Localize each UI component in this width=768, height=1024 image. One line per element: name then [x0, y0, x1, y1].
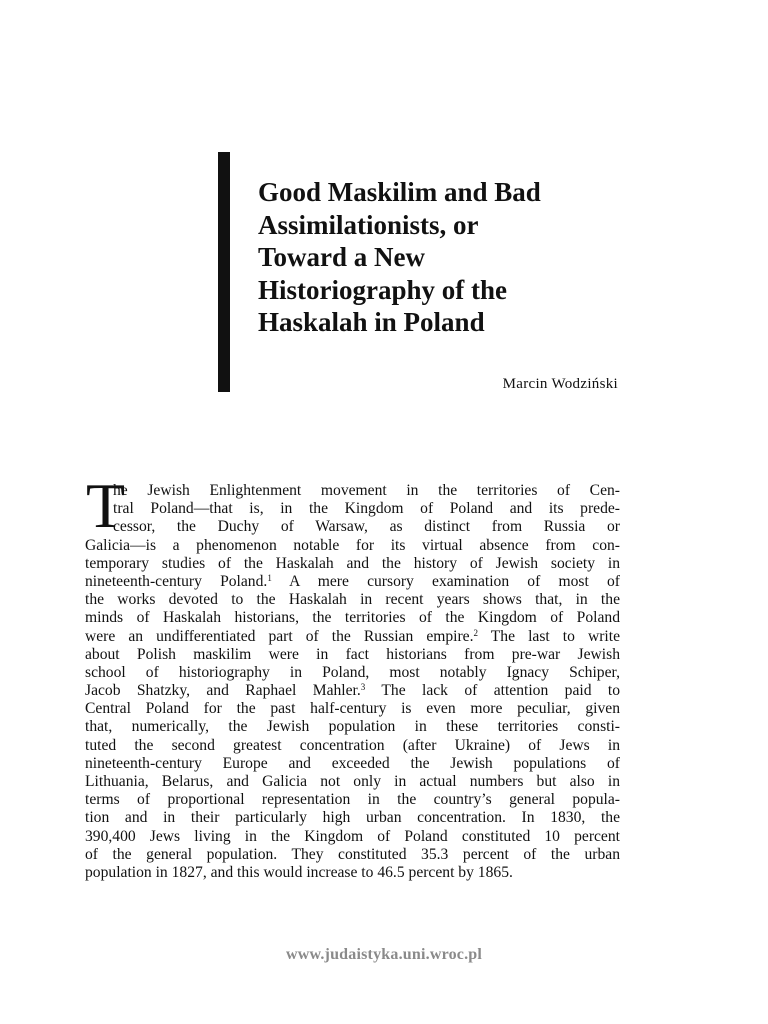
title-accent-bar: [218, 152, 230, 392]
body-line: nineteenth-century Europe and exceeded the Jewish populations of: [85, 754, 620, 772]
drop-cap: T: [86, 470, 126, 541]
article-body: [85, 482, 620, 882]
body-line: that, numerically, the Jewish population in these territories consti-: [85, 718, 620, 736]
title-line: Toward a New: [258, 242, 426, 272]
title-line: Haskalah in Poland: [258, 307, 485, 337]
body-line: 390,400 Jews living in the Kingdom of Poland constituted 10 percent: [85, 827, 620, 845]
body-line: population in 1827, and this would increase to 46.5 percent by 1865.: [85, 863, 513, 881]
title-line: Assimilationists, or: [258, 209, 479, 240]
body-line: minds of Haskalah historians, the territories of the Kingdom of Poland: [85, 609, 620, 627]
footnote-mark: 2: [473, 627, 479, 638]
body-line: Galicia—is a phenomenon notable for its virtual absence from con-: [85, 536, 620, 554]
body-line: Central Poland for the past half-century is even more peculiar, given: [85, 700, 620, 718]
body-line: [85, 628, 620, 646]
body-line: terms of proportional representation in the country’s general popula-: [85, 791, 620, 809]
body-line: school of historiography in Poland, most notably Ignacy Schiper,: [85, 663, 620, 681]
body-text-segment: Jacob Shatzky, and Raphael Mahler.: [85, 682, 361, 700]
author-name: Marcin Wodziński: [502, 376, 618, 392]
body-text-segment: were an undifferentiated part of the Russian empire.: [85, 627, 474, 645]
title-line: Historiography of the: [258, 274, 507, 305]
body-line: cessor, the Duchy of Warsaw, as distinct from Russia or: [113, 518, 620, 536]
body-line: tral Poland—that is, in the Kingdom of Poland and its prede-: [113, 500, 620, 518]
body-text-segment: The last to write: [478, 627, 620, 645]
body-text-segment: The lack of attention paid to: [365, 682, 620, 700]
article-title: [258, 176, 638, 339]
body-line: [85, 573, 620, 591]
body-line: Lithuania, Belarus, and Galicia not only in actual numbers but also in: [85, 773, 620, 790]
body-line: the works devoted to the Haskalah in recent years shows that, in the: [85, 591, 620, 609]
body-line: of the general population. They constituted 35.3 percent of the urban: [85, 845, 620, 863]
body-line: he Jewish Enlightenment movement in the territories of Cen-: [113, 482, 620, 499]
body-line: temporary studies of the Haskalah and the history of Jewish society in: [85, 554, 620, 572]
body-line: about Polish maskilim were in fact historians from pre-war Jewish: [85, 645, 620, 663]
footer-url: www.judaistyka.uni.wroc.pl: [285, 946, 483, 963]
body-text-segment: A mere cursory examination of most of: [271, 572, 620, 590]
title-line: Good Maskilim and Bad: [258, 177, 541, 207]
body-line: [85, 682, 620, 700]
body-line: tuted the second greatest concentration (after Ukraine) of Jews in: [85, 736, 620, 754]
body-line: tion and in their particularly high urban concentration. In 1830, the: [85, 809, 620, 827]
footnote-mark: 1: [267, 572, 272, 583]
footnote-mark: 3: [360, 682, 366, 693]
body-text-segment: nineteenth-century Poland.: [85, 572, 268, 590]
